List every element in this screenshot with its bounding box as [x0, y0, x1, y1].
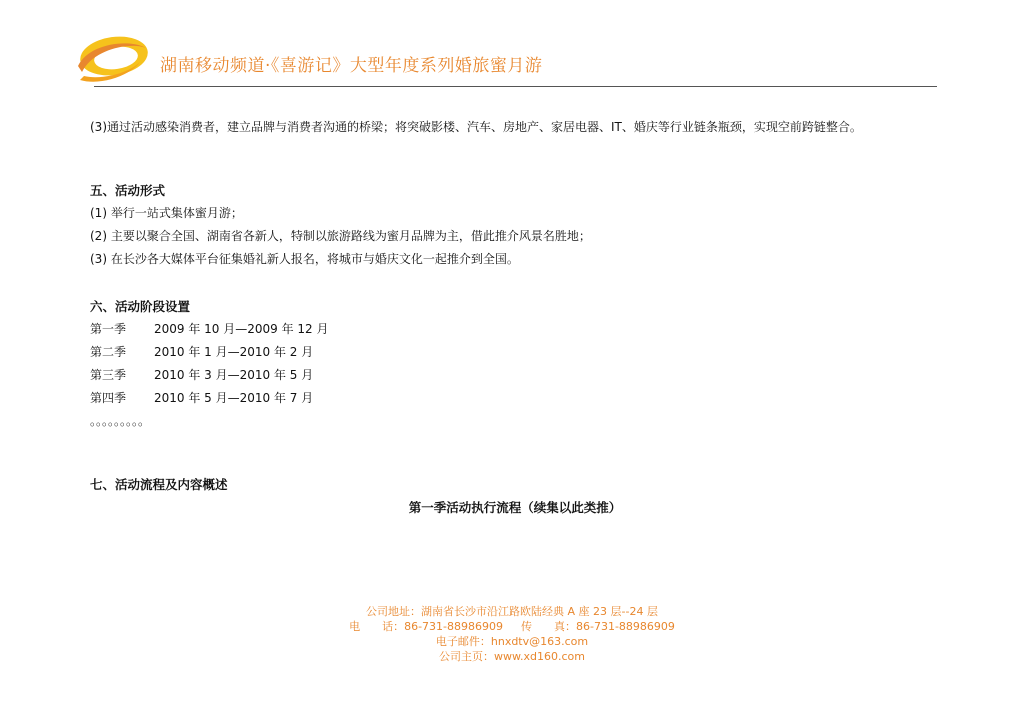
footer-fax: 86-731-88986909: [576, 620, 675, 633]
section7-heading: 七、活动流程及内容概述: [90, 477, 228, 492]
section5-item: (2) 主要以聚合全国、湖南省各新人，特制以旅游路线为蜜月品牌为主，借此推介风景名胜地；: [90, 229, 591, 243]
stage-period: 2010 年 1 月—2010 年 2 月: [154, 345, 314, 359]
hunan-tv-logo-icon: [70, 32, 152, 86]
footer-website-line: [0, 649, 1024, 664]
footer-website-label: 公司主页：: [439, 650, 495, 663]
footer-phone: 86-731-88986909: [404, 620, 503, 633]
header-divider: [94, 86, 937, 87]
section6-heading: 六、活动阶段设置: [90, 299, 191, 314]
stage-row: [90, 341, 940, 364]
footer-fax-label: 传 真：: [521, 620, 576, 633]
section7-subtitle: 第一季活动执行流程（续集以此类推）: [408, 500, 622, 515]
footer-email[interactable]: hnxdtv@163.com: [490, 635, 589, 648]
stage-row: [90, 364, 940, 387]
stage-row: [90, 387, 940, 410]
footer-website[interactable]: www.xd160.com: [494, 650, 585, 663]
footer-email-line: [0, 634, 1024, 649]
stage-period: 2010 年 5 月—2010 年 7 月: [154, 391, 314, 405]
footer-address: 公司地址：湖南省长沙市沿江路欧陆经典 A 座 23 层--24 层: [366, 605, 658, 618]
stage-name: 第三季: [90, 368, 127, 382]
footer-phone-label: 电 话：: [349, 620, 405, 633]
section5-item: (3) 在长沙各大媒体平台征集婚礼新人报名，将城市与婚庆文化一起推介到全国。: [90, 252, 519, 266]
stage-name: 第四季: [90, 391, 127, 405]
stage-period: 2010 年 3 月—2010 年 5 月: [154, 368, 314, 382]
document-body: [90, 116, 940, 519]
header-title: 湖南移动频道·《喜游记》大型年度系列婚旅蜜月游: [160, 56, 543, 76]
footer-contact: [0, 619, 1024, 634]
section5-heading: 五、活动形式: [90, 183, 166, 198]
stage-period: 2009 年 10 月—2009 年 12 月: [154, 322, 329, 336]
section5-item: (1) 举行一站式集体蜜月游；: [90, 206, 243, 220]
stage-name: 第一季: [90, 322, 127, 336]
stage-name: 第二季: [90, 345, 127, 359]
stage-row: [90, 318, 940, 341]
footer-email-label: 电子邮件：: [435, 635, 491, 648]
intro-paragraph: (3)通过活动感染消费者，建立品牌与消费者沟通的桥梁；将突破影楼、汽车、房地产、家居电器、IT、婚庆等行业链条瓶颈，实现空前跨链整合。: [90, 120, 862, 134]
stage-ellipsis: 。。。。。。。。。: [90, 414, 151, 428]
page-footer: [0, 604, 1024, 664]
